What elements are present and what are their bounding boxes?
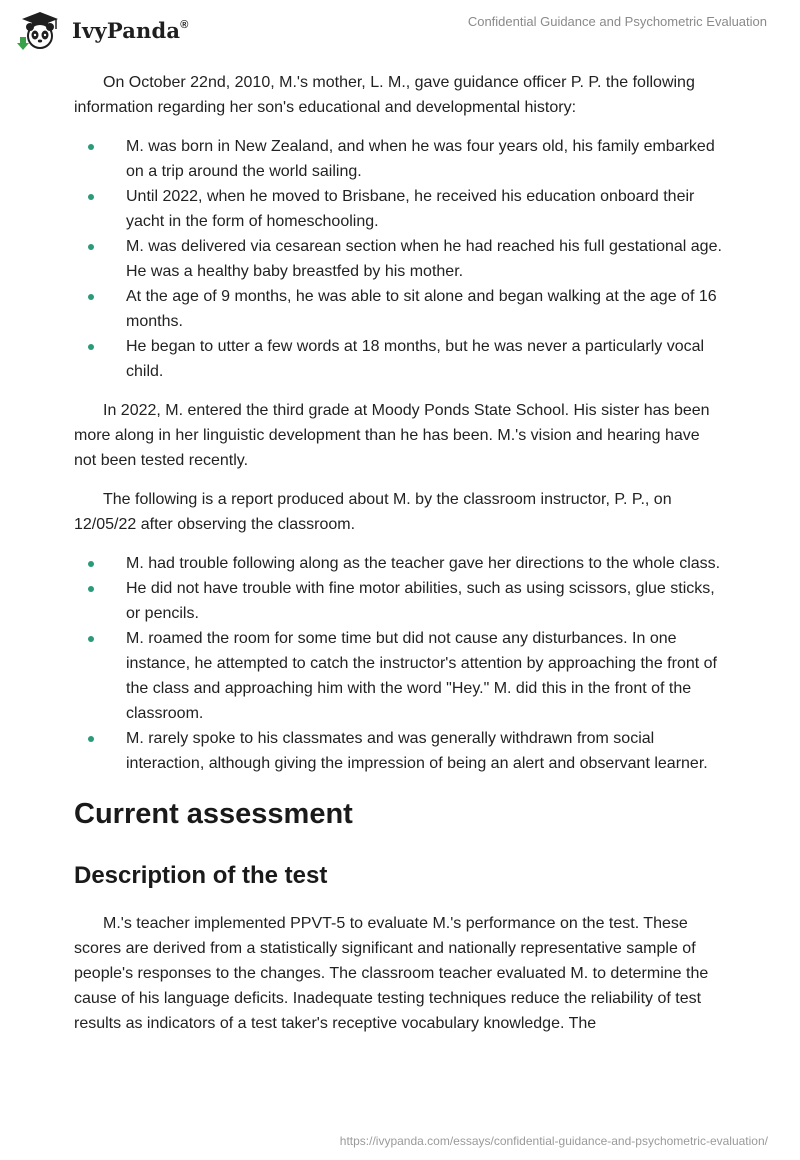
- list-item: M. had trouble following along as the teacher gave her directions to the whole class.: [74, 551, 726, 576]
- report-paragraph: The following is a report produced about M. by the classroom instructor, P. P., on 12/05/22 after observing the classroom.: [74, 491, 672, 533]
- source-url[interactable]: https://ivypanda.com/essays/confidential-guidance-and-psychometric-evaluation/: [339, 1134, 768, 1148]
- panda-logo-icon: [14, 9, 66, 51]
- document-title: Confidential Guidance and Psychometric Evaluation: [467, 14, 767, 29]
- page-header: [0, 0, 800, 66]
- history-bullet-list: [74, 134, 726, 384]
- list-item: He did not have trouble with fine motor abilities, such as using scissors, glue sticks, or pencils.: [74, 576, 726, 626]
- list-item: M. rarely spoke to his classmates and was generally withdrawn from social interaction, although giving the impression of being an alert and observant learner.: [74, 726, 726, 776]
- brand-logo[interactable]: [14, 9, 189, 51]
- section-heading: Current assessment: [74, 798, 353, 830]
- bullet-icon: [88, 561, 94, 567]
- bullet-icon: [88, 586, 94, 592]
- bullet-icon: [88, 244, 94, 250]
- bullet-icon: [88, 736, 94, 742]
- article-body: [74, 70, 726, 1050]
- bullet-icon: [88, 144, 94, 150]
- list-item: At the age of 9 months, he was able to sit alone and began walking at the age of 16 months.: [74, 284, 726, 334]
- bullet-icon: [88, 344, 94, 350]
- intro-paragraph: On October 22nd, 2010, M.'s mother, L. M., gave guidance officer P. P. the following information regarding her son's educational and developmental history:: [74, 74, 695, 116]
- report-bullet-list: [74, 551, 726, 776]
- list-item: M. was delivered via cesarean section when he had reached his full gestational age. He was a healthy baby breastfed by his mother.: [74, 234, 726, 284]
- school-paragraph: In 2022, M. entered the third grade at Moody Ponds State School. His sister has been more along in her linguistic development than he has been. M.'s vision and hearing have not been tested recently.: [74, 402, 710, 469]
- list-item: He began to utter a few words at 18 months, but he was never a particularly vocal child.: [74, 334, 726, 384]
- list-item: Until 2022, when he moved to Brisbane, he received his education onboard their yacht in the form of homeschooling.: [74, 184, 726, 234]
- bullet-icon: [88, 194, 94, 200]
- bullet-icon: [88, 636, 94, 642]
- brand-name: IvyPanda®: [72, 17, 189, 43]
- list-item: M. roamed the room for some time but did not cause any disturbances. In one instance, he attempted to catch the instructor's attention by approaching the front of the class and approaching him with the word "Hey." M. did this in the front of the classroom.: [74, 626, 726, 726]
- subsection-heading: Description of the test: [74, 862, 328, 889]
- test-description-paragraph: M.'s teacher implemented PPVT-5 to evaluate M.'s performance on the test. These scores are derived from a statistically significant and nationally representative sample of people's responses to the changes. The classroom teacher evaluated M. to determine the cause of his language deficits. Inadequate testing techniques reduce the reliability of test results as indicators of a test taker's receptive vocabulary knowledge. The: [74, 915, 709, 1032]
- list-item: M. was born in New Zealand, and when he was four years old, his family embarked on a trip around the world sailing.: [74, 134, 726, 184]
- bullet-icon: [88, 294, 94, 300]
